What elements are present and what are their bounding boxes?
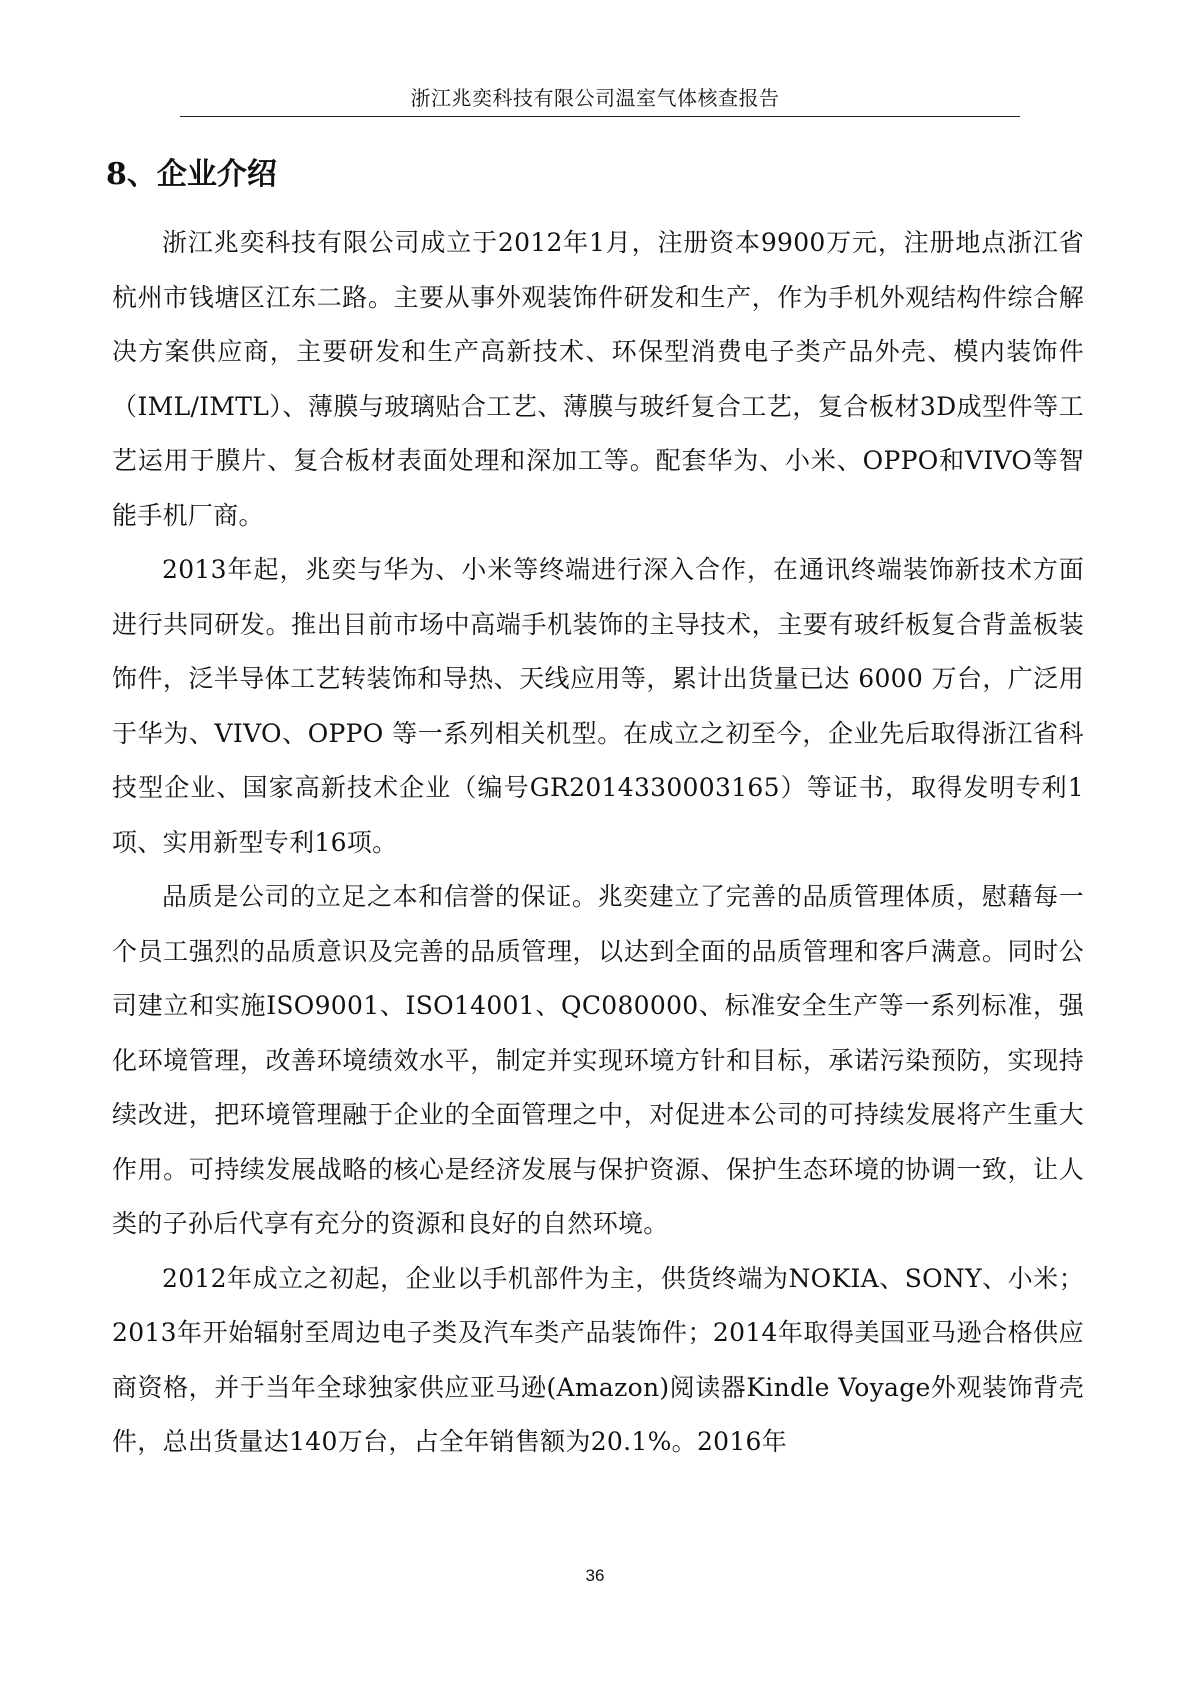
paragraph-quality-management: 品质是公司的立足之本和信誉的保证。兆奕建立了完善的品质管理体质，慰藉每一个员工强烈的品质意识及完善的品质管理，以达到全面的品质管理和客戶满意。同时公司建立和实施ISO9001、ISO14001、QC080000、标准安全生产等一系列标准，强化环境管理，改善环境绩效水平，制定并实现环境方针和目标，承诺污染预防，实现持续改进，把环境管理融于企业的全面管理之中，对促进本公司的可持续发展将产生重大作用。可持续发展战略的核心是经济发展与保护资源、保护生态环境的协调一致，让人类的子孙后代享有充分的资源和良好的自然环境。 xyxy=(112,882,1084,1238)
section-heading: 8、企业介绍 xyxy=(106,157,277,192)
body-text xyxy=(112,216,1084,1470)
running-header: 浙江兆奕科技有限公司温室气体核查报告 xyxy=(410,86,780,110)
page-number: 36 xyxy=(585,1566,605,1585)
paragraph-supply-history: 2012年成立之初起，企业以手机部件为主，供货终端为NOKIA、SONY、小米；2013年开始辐射至周边电子类及汽车类产品装饰件；2014年取得美国亚马逊合格供应商资格，并于当年全球独家供应亚马逊(Amazon)阅读器Kindle Voyage外观装饰背壳件，总出货量达140万台，占全年销售额为20.1%。2016年 xyxy=(112,1263,1084,1456)
header-divider xyxy=(180,116,1020,117)
paragraph-rnd-history: 2013年起，兆奕与华为、小米等终端进行深入合作，在通讯终端装饰新技术方面进行共同研发。推出目前市场中高端手机装饰的主导技术，主要有玻纤板复合背盖板装饰件，泛半导体工艺转装饰和导热、天线应用等，累计出货量已达 6000 万台，广泛用于华为、VIVO、OPPO 等一系列相关机型。在成立之初至今，企业先后取得浙江省科技型企业、国家高新技术企业（编号GR201433000316​5）等证书，取得发明专利1项、实用新型专利16项。 xyxy=(112,555,1084,857)
paragraph-company-overview: 浙江兆奕科技有限公司成立于2012年1月，注册资本9900万元，注册地点浙江省杭州市钱塘区江东二路。主要从事外观装饰件研发和生产，作为手机外观结构件综合解决方案供应商，主要研发和生产高新技术、环保型消费电子类产品外壳、模内装饰件（IML/IMTL）、薄膜与玻璃贴合工艺、薄膜与玻纤复合工艺，复合板材3D成型件等工艺运用于膜片、复合板材表面处理和深加工等。配套华为、小米、OPPO和VIVO等智能手机厂商。 xyxy=(112,228,1084,530)
